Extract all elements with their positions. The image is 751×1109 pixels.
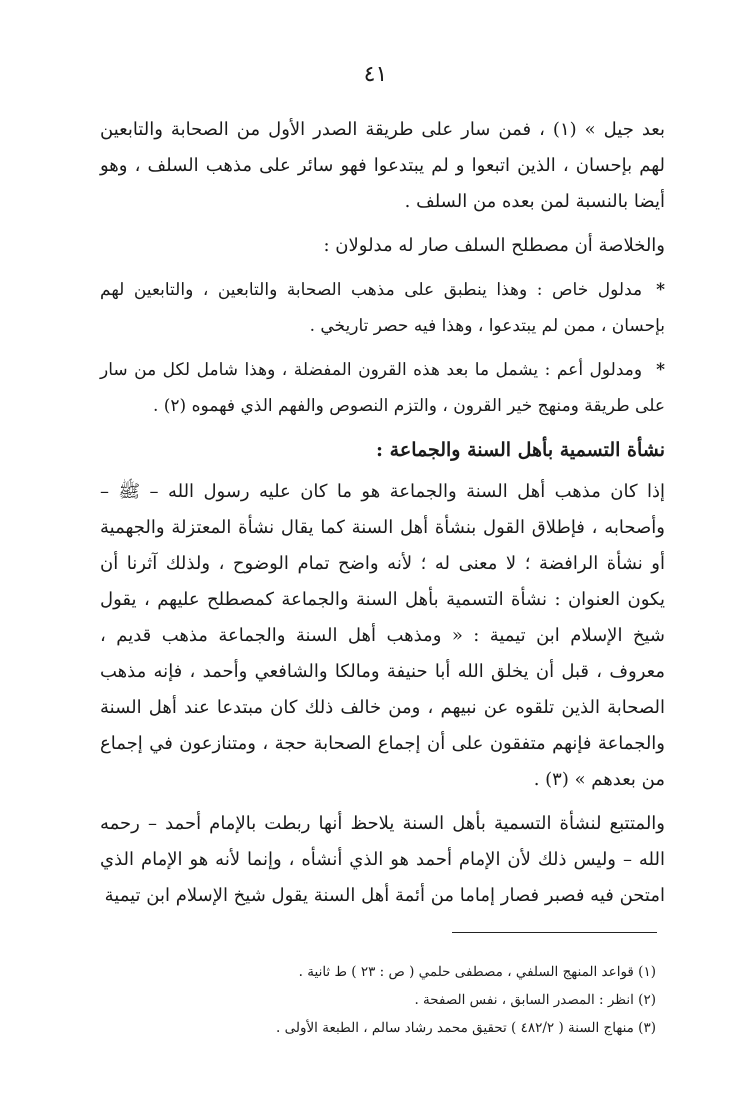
footnote-1: (١) قواعد المنهج السلفي ، مصطفى حلمي ( ص : ٢٣ ) ط ثانية . [298, 964, 656, 980]
paragraph-summary: والخلاصة أن مصطلح السلف صار له مدلولان : [323, 235, 665, 256]
list-item-specific-meaning [100, 272, 665, 344]
list-item-text: ومدلول أعم : يشمل ما بعد هذه القرون المفضلة ، وهذا شامل لكل من سار على طريقة ومنهج خير القرون ، والتزم النصوص والفهم الذي فهموه (٢) . [100, 360, 665, 416]
footnote-divider [452, 932, 657, 933]
list-item-text: مدلول خاص : وهذا ينطبق على مذهب الصحابة والتابعين ، والتابعين لهم بإحسان ، ممن لم يبتدعوا ، وهذا فيه حصر تاريخي . [100, 280, 665, 336]
body-text [100, 112, 665, 922]
footnotes [100, 958, 666, 1042]
paragraph-imam-ahmad: والمتتبع لنشأة التسمية بأهل السنة يلاحظ أنها ربطت بالإمام أحمد – رحمه الله – وليس ذلك لأن الإمام أحمد هو الذي أنشأه ، وإنما لأنه هو الإمام الذي امتحن فيه فصبر فصار إماما من أئمة أهل السنة يقول شيخ الإسلام ابن تيمية [100, 813, 665, 906]
list-item-general-meaning [100, 352, 665, 424]
footnote-2: (٢) انظر : المصدر السابق ، نفس الصفحة . [414, 992, 656, 1008]
star-bullet-icon: * [656, 360, 665, 380]
footnote-3: (٣) منهاج السنة ( ٤٨٢/٢ ) تحقيق محمد رشاد سالم ، الطبعة الأولى . [276, 1020, 656, 1036]
paragraph-salaf-definition: بعد جيل » (١) ، فمن سار على طريقة الصدر الأول من الصحابة والتابعين لهم بإحسان ، الذين اتبعوا و لم يبتدعوا فهو سائر على مذهب السلف ، وهو أيضا بالنسبة لمن بعده من السلف . [100, 119, 665, 212]
paragraph-naming-origin: إذا كان مذهب أهل السنة والجماعة هو ما كان عليه رسول الله – ﷺ – وأصحابه ، فإطلاق القول بنشأة أهل السنة كما يقال نشأة المعتزلة والجهمية أو نشأة الرافضة ؛ لا معنى له ؛ لأنه واضح تمام الوضوح ، ولذلك آثرنا أن يكون العنوان : نشأة التسمية بأهل السنة والجماعة كمصطلح عليهم ، يقول شيخ الإسلام ابن تيمية : « ومذهب أهل السنة والجماعة مذهب قديم ، معروف ، قبل أن يخلق الله أبا حنيفة ومالكا والشافعي وأحمد ، فإنه مذهب الصحابة الذين تلقوه عن نبيهم ، ومن خالف ذلك كان مبتدعا عند أهل السنة والجماعة فإنهم متفقون على أن إجماع الصحابة حجة ، ومتنازعون في إجماع من بعدهم » (٣) . [100, 481, 665, 790]
section-heading: نشأة التسمية بأهل السنة والجماعة : [376, 439, 665, 461]
page-number: ٤١ [363, 62, 388, 87]
star-bullet-icon: * [656, 280, 665, 300]
